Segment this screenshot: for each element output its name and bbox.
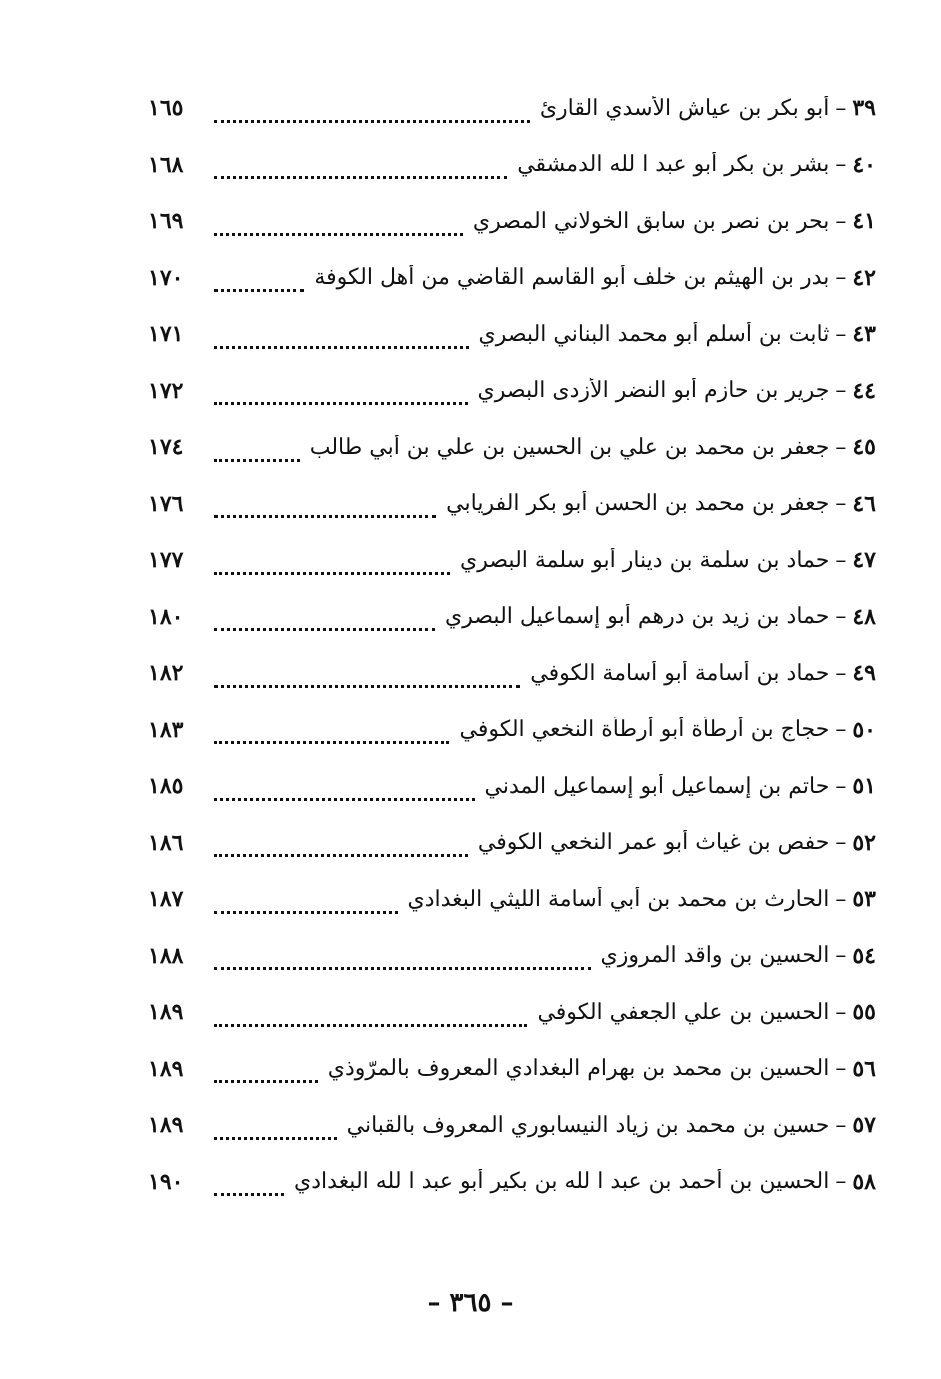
entry-page-number: ١٧٢ — [148, 377, 184, 404]
dot-leader — [214, 346, 469, 349]
dot-leader — [214, 798, 475, 801]
entry-separator: – — [835, 1112, 847, 1138]
toc-entry — [148, 419, 876, 476]
table-of-contents — [148, 80, 876, 1210]
entry-number: ٤٠ — [852, 151, 876, 178]
entry-title: حماد بن أسامة أبو أسامة الكوفي — [530, 660, 830, 686]
toc-entry — [148, 1041, 876, 1098]
entry-separator: – — [835, 152, 847, 178]
entry-title: الحارث بن محمد بن أبي أسامة الليثي البغدادي — [407, 886, 830, 912]
entry-page-number: ١٧٤ — [148, 434, 184, 461]
entry-number: ٤٧ — [852, 547, 876, 574]
entry-title: حجاج بن أرطأة أبو أرطأة النخعي الكوفي — [459, 717, 830, 743]
entry-page-number: ١٨٩ — [148, 999, 184, 1026]
dot-leader — [214, 515, 436, 518]
entry-number: ٥٠ — [852, 716, 876, 743]
entry-title: الحسين بن أحمد بن عبد ا لله بن بكير أبو عبد ا لله البغدادي — [294, 1169, 830, 1195]
entry-page-number: ١٦٩ — [148, 208, 184, 235]
toc-entry — [148, 306, 876, 363]
entry-page-number: ١٨٣ — [148, 716, 184, 743]
entry-number: ٥٣ — [852, 886, 876, 913]
entry-page-number: ١٨٩ — [148, 1112, 184, 1139]
entry-number: ٤٣ — [852, 321, 876, 348]
entry-separator: – — [835, 943, 847, 969]
dot-leader — [214, 289, 304, 292]
entry-separator: – — [835, 208, 847, 234]
entry-title: حماد بن زيد بن درهم أبو إسماعيل البصري — [445, 604, 830, 630]
entry-separator: – — [835, 434, 847, 460]
entry-number: ٥٨ — [852, 1168, 876, 1195]
entry-number: ٥٢ — [852, 829, 876, 856]
entry-page-number: ١٧٦ — [148, 490, 184, 517]
entry-page-number: ١٧٧ — [148, 547, 184, 574]
dot-leader — [214, 854, 468, 857]
toc-entry — [148, 645, 876, 702]
entry-separator: – — [835, 95, 847, 121]
dot-leader — [214, 402, 468, 405]
entry-number: ٥١ — [852, 773, 876, 800]
toc-entry — [148, 928, 876, 985]
toc-entry — [148, 250, 876, 307]
toc-entry — [148, 871, 876, 928]
entry-page-number: ١٨٥ — [148, 773, 184, 800]
toc-entry — [148, 589, 876, 646]
dot-leader — [214, 176, 507, 179]
entry-page-number: ١٩٠ — [148, 1168, 184, 1195]
entry-page-number: ١٨٠ — [148, 603, 184, 630]
entry-title: حماد بن سلمة بن دينار أبو سلمة البصري — [460, 547, 830, 573]
entry-separator: – — [835, 773, 847, 799]
toc-entry — [148, 758, 876, 815]
entry-title: الحسين بن علي الجعفي الكوفي — [537, 999, 830, 1025]
entry-title: بشر بن بكر أبو عبد ا لله الدمشقي — [517, 152, 830, 178]
entry-separator: – — [835, 886, 847, 912]
dot-leader — [214, 1193, 284, 1196]
entry-separator: – — [835, 1056, 847, 1082]
dot-leader — [214, 572, 450, 575]
dot-leader — [214, 685, 520, 688]
toc-entry — [148, 702, 876, 759]
entry-title: بدر بن الهيثم بن خلف أبو القاسم القاضي من أهل الكوفة — [314, 265, 830, 291]
entry-title: ثابت بن أسلم أبو محمد البناني البصري — [478, 321, 830, 347]
dot-leader — [214, 459, 300, 462]
entry-separator: – — [835, 830, 847, 856]
entry-number: ٥٥ — [852, 999, 876, 1026]
entry-separator: – — [835, 265, 847, 291]
entry-separator: – — [835, 660, 847, 686]
entry-title: جرير بن حازم أبو النضر الأزدى البصري — [477, 378, 830, 404]
toc-entry — [148, 363, 876, 420]
entry-title: جعفر بن محمد بن الحسن أبو بكر الفريابي — [446, 491, 830, 517]
entry-page-number: ١٦٥ — [148, 95, 184, 122]
toc-entry — [148, 815, 876, 872]
entry-number: ٤١ — [852, 208, 876, 235]
entry-number: ٤٦ — [852, 490, 876, 517]
entry-number: ٣٩ — [852, 95, 876, 122]
toc-entry — [148, 1154, 876, 1211]
entry-number: ٥٧ — [852, 1112, 876, 1139]
entry-page-number: ١٧٠ — [148, 264, 184, 291]
entry-title: الحسين بن واقد المروزي — [600, 943, 830, 969]
entry-title: حسين بن محمد بن زياد النيسابوري المعروف بالقباني — [346, 1112, 830, 1138]
entry-page-number: ١٨٩ — [148, 1055, 184, 1082]
entry-separator: – — [835, 604, 847, 630]
toc-entry — [148, 984, 876, 1041]
dot-leader — [214, 1080, 318, 1083]
entry-separator: – — [835, 547, 847, 573]
entry-title: الحسين بن محمد بن بهرام البغدادي المعروف بالمرّوذي — [327, 1056, 830, 1082]
toc-entry — [148, 137, 876, 194]
entry-separator: – — [835, 717, 847, 743]
toc-entry — [148, 532, 876, 589]
dot-leader — [214, 120, 530, 123]
dot-leader — [214, 967, 591, 970]
entry-number: ٤٢ — [852, 264, 876, 291]
entry-number: ٤٤ — [852, 377, 876, 404]
dot-leader — [214, 911, 398, 914]
entry-number: ٤٨ — [852, 603, 876, 630]
dot-leader — [214, 628, 435, 631]
entry-title: بحر بن نصر بن سابق الخولاني المصري — [472, 208, 830, 234]
dot-leader — [214, 1137, 337, 1140]
entry-separator: – — [835, 491, 847, 517]
entry-separator: – — [835, 999, 847, 1025]
entry-title: حفص بن غياث أبو عمر النخعي الكوفي — [477, 830, 830, 856]
entry-separator: – — [835, 378, 847, 404]
entry-number: ٤٥ — [852, 434, 876, 461]
entry-separator: – — [835, 321, 847, 347]
page-number: – ٣٦٥ – — [427, 1288, 514, 1318]
entry-page-number: ١٦٨ — [148, 151, 184, 178]
entry-separator: – — [835, 1169, 847, 1195]
entry-number: ٤٩ — [852, 660, 876, 687]
entry-title: جعفر بن محمد بن علي بن الحسين بن علي بن أبي طالب — [309, 434, 830, 460]
entry-number: ٥٦ — [852, 1055, 876, 1082]
toc-entry — [148, 1097, 876, 1154]
entry-number: ٥٤ — [852, 942, 876, 969]
entry-title: حاتم بن إسماعيل أبو إسماعيل المدني — [484, 773, 830, 799]
dot-leader — [214, 233, 463, 236]
entry-page-number: ١٨٢ — [148, 660, 184, 687]
dot-leader — [214, 1024, 527, 1027]
dot-leader — [214, 741, 449, 744]
toc-entry — [148, 476, 876, 533]
toc-entry — [148, 80, 876, 137]
entry-page-number: ١٨٨ — [148, 942, 184, 969]
entry-page-number: ١٧١ — [148, 321, 184, 348]
toc-entry — [148, 193, 876, 250]
entry-page-number: ١٨٦ — [148, 829, 184, 856]
entry-page-number: ١٨٧ — [148, 886, 184, 913]
entry-title: أبو بكر بن عياش الأسدي القارئ — [539, 95, 830, 121]
